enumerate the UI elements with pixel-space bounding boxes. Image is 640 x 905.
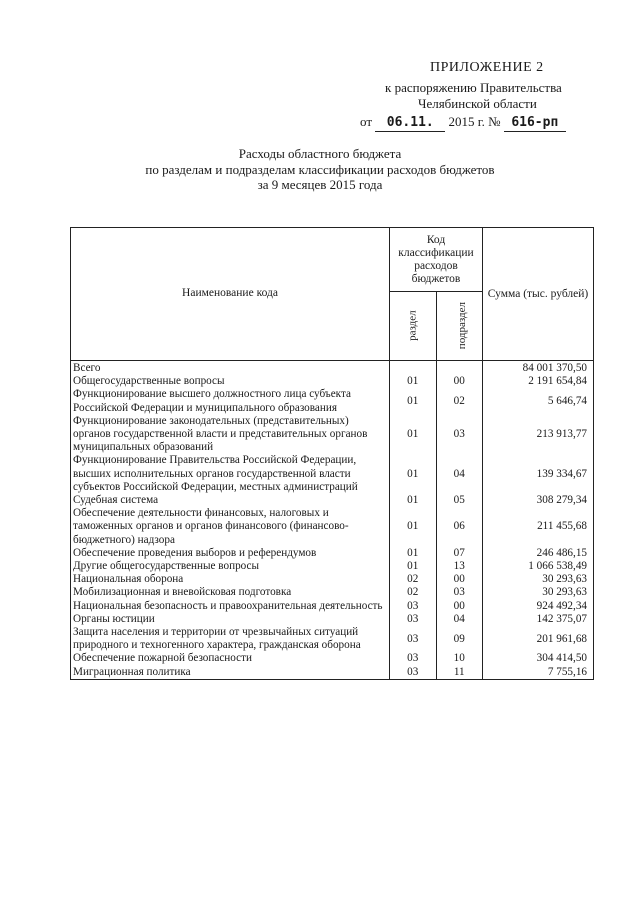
row-sum: 924 492,34	[483, 600, 594, 613]
appendix-title: ПРИЛОЖЕНИЕ 2	[430, 60, 544, 75]
row-sum: 5 646,74	[483, 388, 594, 414]
row-razdel: 01	[390, 388, 437, 414]
row-podrazdel: 00	[436, 600, 483, 613]
date-prefix: от	[360, 114, 373, 129]
row-sum: 30 293,63	[483, 573, 594, 586]
heading-line-1: Расходы областного бюджета	[238, 146, 402, 161]
row-razdel: 01	[390, 415, 437, 455]
row-podrazdel: 13	[436, 560, 483, 573]
table-row	[71, 361, 594, 376]
row-name: Функционирование Правительства Российской Федерации, высших исполнительных органов государственной власти субъектов Российской Федерации, местных администраций	[71, 454, 390, 494]
row-podrazdel: 09	[436, 626, 483, 652]
row-name: Миграционная политика	[71, 666, 390, 680]
row-razdel	[390, 361, 437, 376]
row-name: Органы юстиции	[71, 613, 390, 626]
order-number: 616-рп	[504, 115, 566, 132]
row-sum: 213 913,77	[483, 415, 594, 455]
date-value: 06.11.	[375, 115, 445, 132]
row-sum: 142 375,07	[483, 613, 594, 626]
table-body	[71, 361, 594, 680]
heading-line-3: за 9 месяцев 2015 года	[257, 177, 383, 192]
row-razdel: 03	[390, 613, 437, 626]
table-row	[71, 560, 594, 573]
header-sum: Сумма (тыс. рублей)	[483, 228, 594, 361]
table-header	[71, 228, 594, 361]
row-name: Общегосударственные вопросы	[71, 375, 390, 388]
table-row	[71, 454, 594, 494]
row-razdel: 01	[390, 454, 437, 494]
row-razdel: 03	[390, 600, 437, 613]
table-row	[71, 375, 594, 388]
table-row	[71, 652, 594, 665]
row-podrazdel: 00	[436, 573, 483, 586]
appendix-line-region: Челябинской области	[418, 96, 537, 111]
row-podrazdel	[436, 361, 483, 376]
row-name: Обеспечение деятельности финансовых, налоговых и таможенных органов и органов финансового (финансово-бюджетного) надзора	[71, 507, 390, 547]
row-sum: 84 001 370,50	[483, 361, 594, 376]
row-razdel: 01	[390, 494, 437, 507]
year-text: 2015 г. №	[448, 114, 501, 129]
row-sum: 246 486,15	[483, 547, 594, 560]
table-row	[71, 507, 594, 547]
row-podrazdel: 06	[436, 507, 483, 547]
row-name: Судебная система	[71, 494, 390, 507]
row-razdel: 01	[390, 375, 437, 388]
row-name: Обеспечение проведения выборов и референдумов	[71, 547, 390, 560]
header-razdel-label: раздел	[406, 310, 419, 342]
row-podrazdel: 10	[436, 652, 483, 665]
row-podrazdel: 11	[436, 666, 483, 680]
table-row	[71, 586, 594, 599]
row-name: Всего	[71, 361, 390, 376]
row-name: Функционирование высшего должностного лица субъекта Российской Федерации и муниципального образования	[71, 388, 390, 414]
row-sum: 211 455,68	[483, 507, 594, 547]
row-sum: 304 414,50	[483, 652, 594, 665]
header-podrazdel-label: подраздел	[455, 302, 468, 350]
row-razdel: 03	[390, 626, 437, 652]
row-razdel: 01	[390, 560, 437, 573]
row-sum: 1 066 538,49	[483, 560, 594, 573]
table-row	[71, 494, 594, 507]
row-razdel: 01	[390, 547, 437, 560]
row-name: Национальная оборона	[71, 573, 390, 586]
heading-line-2: по разделам и подразделам классификации расходов бюджетов	[145, 161, 495, 177]
row-razdel: 01	[390, 507, 437, 547]
row-podrazdel: 00	[436, 375, 483, 388]
expenditure-table	[70, 227, 594, 680]
row-name: Обеспечение пожарной безопасности	[71, 652, 390, 665]
header-name: Наименование кода	[71, 228, 390, 361]
appendix-line-order: к распоряжению Правительства	[385, 80, 562, 95]
row-sum: 139 334,67	[483, 454, 594, 494]
row-podrazdel: 07	[436, 547, 483, 560]
row-razdel: 03	[390, 652, 437, 665]
row-podrazdel: 03	[436, 586, 483, 599]
row-podrazdel: 05	[436, 494, 483, 507]
row-sum: 2 191 654,84	[483, 375, 594, 388]
row-podrazdel: 04	[436, 454, 483, 494]
document-heading	[0, 146, 640, 193]
row-name: Мобилизационная и вневойсковая подготовка	[71, 586, 390, 599]
row-sum: 7 755,16	[483, 666, 594, 680]
row-sum: 30 293,63	[483, 586, 594, 599]
table-row	[71, 388, 594, 414]
row-sum: 308 279,34	[483, 494, 594, 507]
row-razdel: 02	[390, 586, 437, 599]
table-row	[71, 415, 594, 455]
appendix-date-line	[360, 114, 566, 132]
row-razdel: 02	[390, 573, 437, 586]
row-name: Национальная безопасность и правоохранительная деятельность	[71, 600, 390, 613]
header-code-group: Код классификации расходов бюджетов	[390, 228, 483, 292]
row-sum: 201 961,68	[483, 626, 594, 652]
header-razdel	[390, 292, 437, 361]
table-row	[71, 600, 594, 613]
row-podrazdel: 02	[436, 388, 483, 414]
row-podrazdel: 04	[436, 613, 483, 626]
table-row	[71, 613, 594, 626]
row-podrazdel: 03	[436, 415, 483, 455]
table-row	[71, 666, 594, 680]
table-row	[71, 573, 594, 586]
table-row	[71, 626, 594, 652]
row-name: Другие общегосударственные вопросы	[71, 560, 390, 573]
header-podrazdel	[436, 292, 483, 361]
table-row	[71, 547, 594, 560]
row-name: Защита населения и территории от чрезвычайных ситуаций природного и техногенного характера, гражданская оборона	[71, 626, 390, 652]
row-name: Функционирование законодательных (представительных) органов государственной власти и представительных органов муниципальных образований	[71, 415, 390, 455]
row-razdel: 03	[390, 666, 437, 680]
